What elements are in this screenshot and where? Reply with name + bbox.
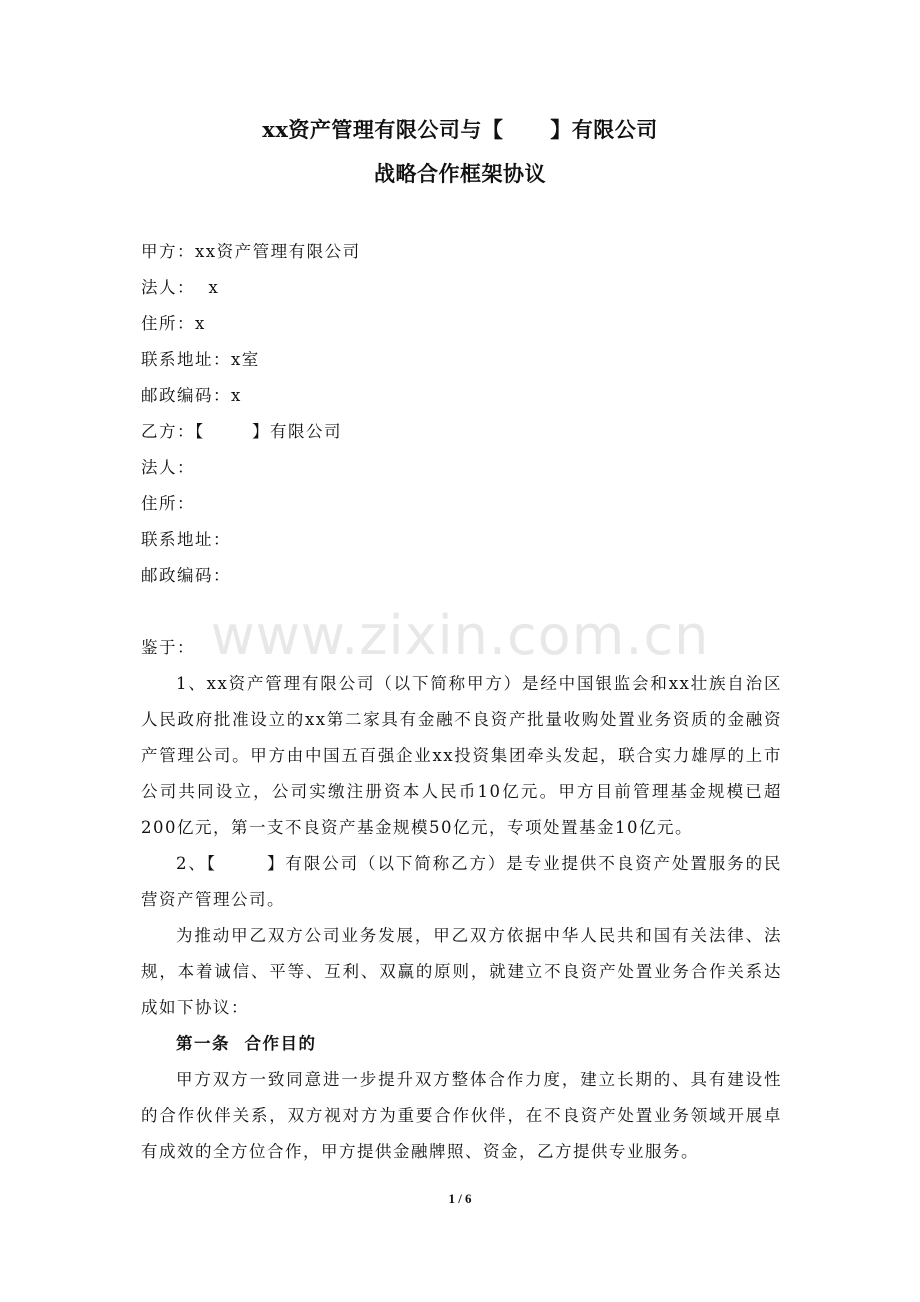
party-b-address: 住所：	[141, 494, 195, 513]
page-number: 1 / 6	[448, 1191, 472, 1206]
preamble-label: 鉴于：	[141, 638, 195, 657]
preamble-purpose: 为推动甲乙双方公司业务发展，甲乙双方依据中华人民共和国有关法律、法规，本着诚信、平等、互利、双赢的原则，就建立不良资产处置业务合作关系达成如下协议：	[141, 926, 782, 1017]
preamble-clause-1: 1、xx资产管理有限公司（以下简称甲方）是经中国银监会和xx壮族自治区人民政府批准设立的xx第二家具有金融不良资产批量收购处置业务资质的金融资产管理公司。甲方由中国五百强企业xx投资集团牵头发起，联合实力雄厚的上市公司共同设立，公司实缴注册资本人民币10亿元。甲方目前管理基金规模已超200亿元，第一支不良资产基金规模50亿元，专项处置基金10亿元。	[141, 674, 782, 837]
party-a-contact-address: 联系地址：x室	[141, 350, 260, 369]
document-title: xx资产管理有限公司与【 】有限公司	[262, 117, 658, 142]
party-a-legal-rep: 法人： x	[141, 278, 220, 297]
party-b-contact-address: 联系地址：	[141, 530, 231, 549]
preamble-clause-2: 2、【 】有限公司（以下简称乙方）是专业提供不良资产处置服务的民营资产管理公司。	[141, 854, 782, 909]
party-info-block	[141, 234, 361, 594]
party-a-postal-code: 邮政编码：x	[141, 386, 242, 405]
document-subtitle: 战略合作框架协议	[374, 161, 546, 186]
watermark-text: www.zixin.com.cn	[210, 604, 710, 667]
article-1-text: 甲方双方一致同意进一步提升双方整体合作力度，建立长期的、具有建设性的合作伙伴关系，双方视对方为重要合作伙伴，在不良资产处置业务领域开展卓有成效的全方位合作，甲方提供金融牌照、资金，乙方提供专业服务。	[141, 1070, 782, 1161]
party-b-name: 乙方：【 】有限公司	[141, 422, 342, 441]
article-1-heading: 第一条 合作目的	[176, 1034, 317, 1053]
party-b-postal-code: 邮政编码：	[141, 566, 231, 585]
party-a-address: 住所：x	[141, 314, 206, 333]
party-a-name: 甲方：xx资产管理有限公司	[141, 242, 361, 261]
document-body	[141, 630, 782, 1170]
party-b-legal-rep: 法人：	[141, 458, 195, 477]
